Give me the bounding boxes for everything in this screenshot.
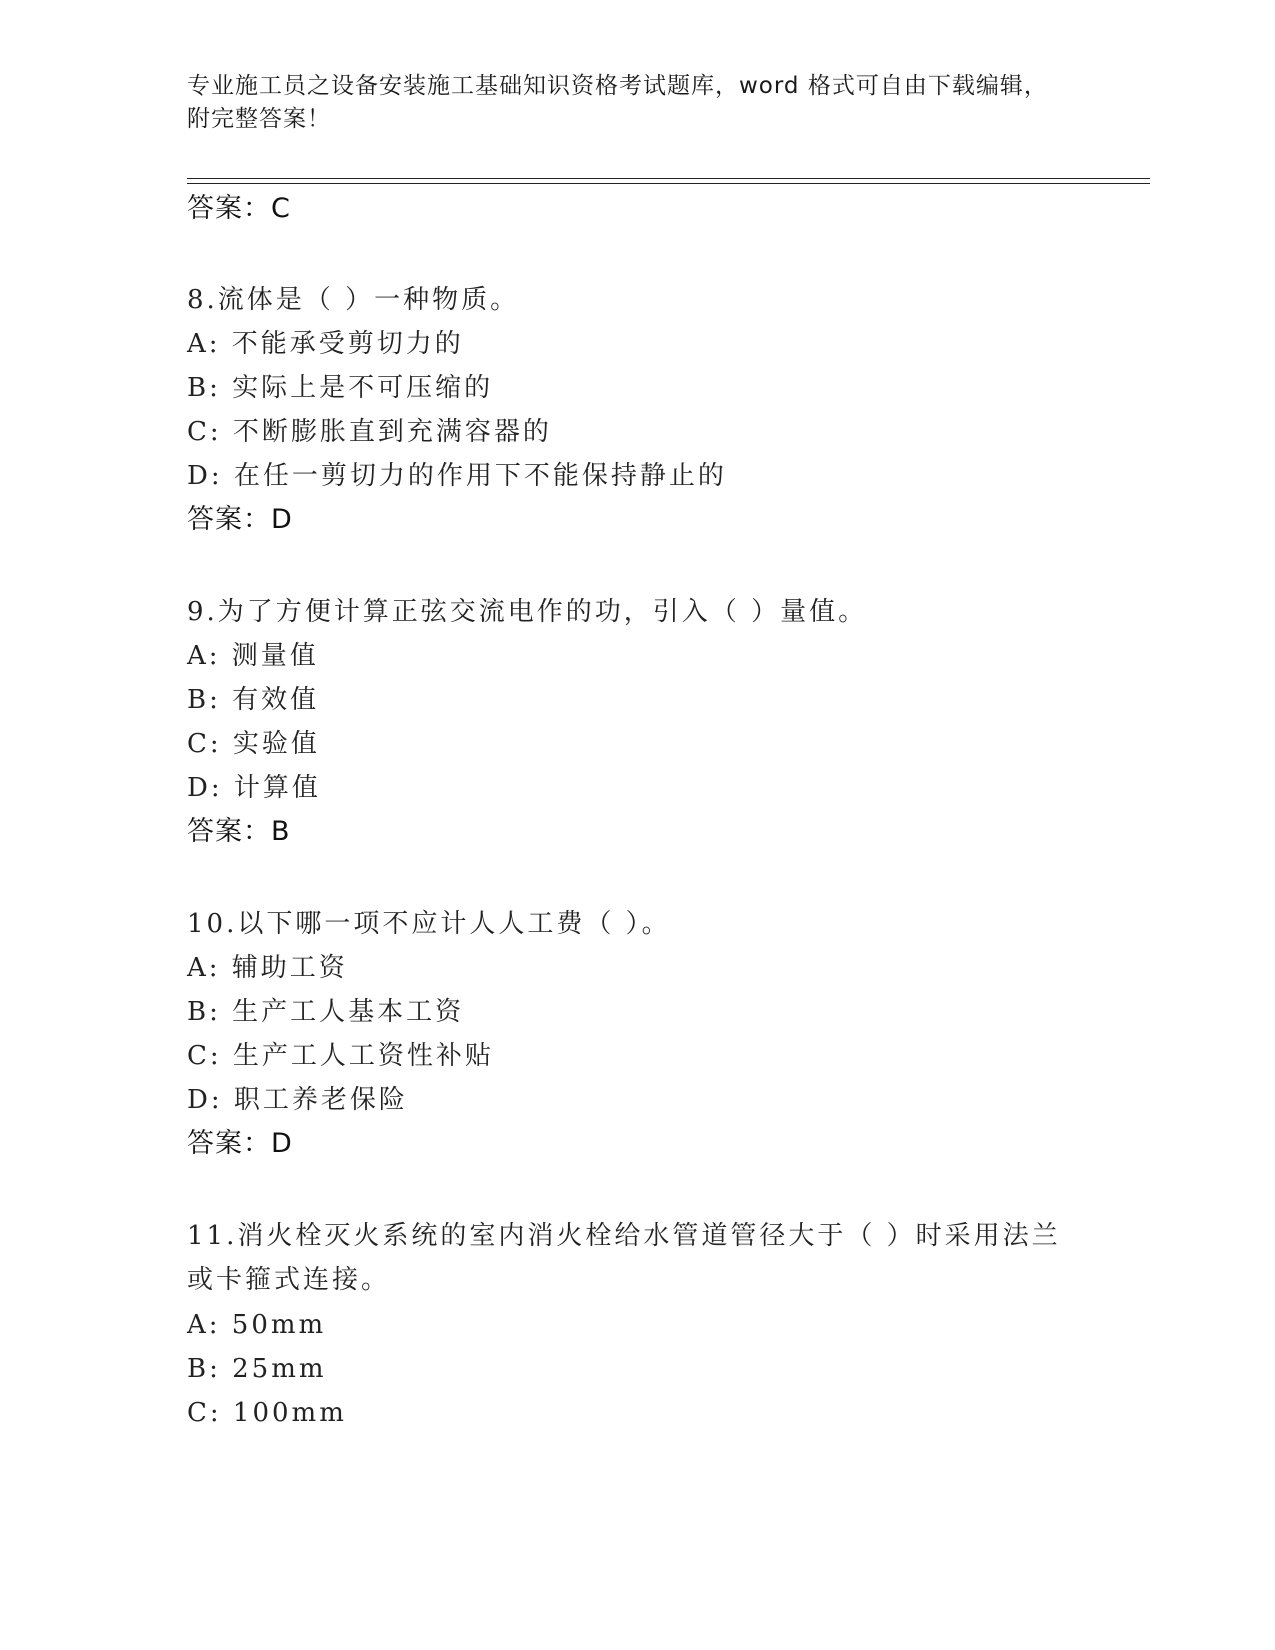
question-8-stem: 8.流体是（ ）一种物质。 (187, 285, 520, 315)
question-8-option-c: C: 不断膨胀直到充满容器的 (187, 417, 552, 447)
header-line-1: 专业施工员之设备安装施工基础知识资格考试题库，word 格式可自由下载编辑， (187, 73, 1048, 99)
previous-answer: 答案：C (187, 193, 291, 224)
question-9-answer: 答案：B (187, 816, 291, 847)
document-header (187, 70, 1087, 136)
question-11-option-c: C: 100mm (187, 1398, 347, 1428)
question-10-option-c: C: 生产工人工资性补贴 (187, 1041, 494, 1071)
question-10-answer: 答案：D (187, 1128, 293, 1159)
question-10-option-a: A: 辅助工资 (187, 953, 348, 983)
question-9-option-b: B: 有效值 (187, 685, 320, 715)
question-11-option-a: A: 50mm (187, 1310, 327, 1340)
question-8-option-a: A: 不能承受剪切力的 (187, 329, 464, 359)
question-9-option-a: A: 测量值 (187, 641, 319, 671)
question-8-option-d: D: 在任一剪切力的作用下不能保持静止的 (187, 461, 727, 491)
header-line-2: 附完整答案！ (187, 106, 331, 132)
question-11-stem-line-1: 11.消火栓灭火系统的室内消火栓给水管道管径大于（ ）时采用法兰 (187, 1221, 1061, 1251)
question-8-answer: 答案：D (187, 504, 293, 535)
header-divider-top (187, 178, 1150, 179)
question-9-option-c: C: 实验值 (187, 729, 320, 759)
question-11-stem-line-2: 或卡箍式连接。 (187, 1265, 391, 1295)
question-9-option-d: D: 计算值 (187, 773, 321, 803)
question-10-stem: 10.以下哪一项不应计人人工费（ ）。 (187, 909, 671, 939)
header-divider-bottom (187, 183, 1150, 184)
question-9-stem: 9.为了方便计算正弦交流电作的功，引入（ ）量值。 (187, 597, 868, 627)
question-10-option-d: D: 职工养老保险 (187, 1085, 408, 1115)
question-11-option-b: B: 25mm (187, 1354, 327, 1384)
question-8-option-b: B: 实际上是不可压缩的 (187, 373, 494, 403)
question-10-option-b: B: 生产工人基本工资 (187, 997, 465, 1027)
